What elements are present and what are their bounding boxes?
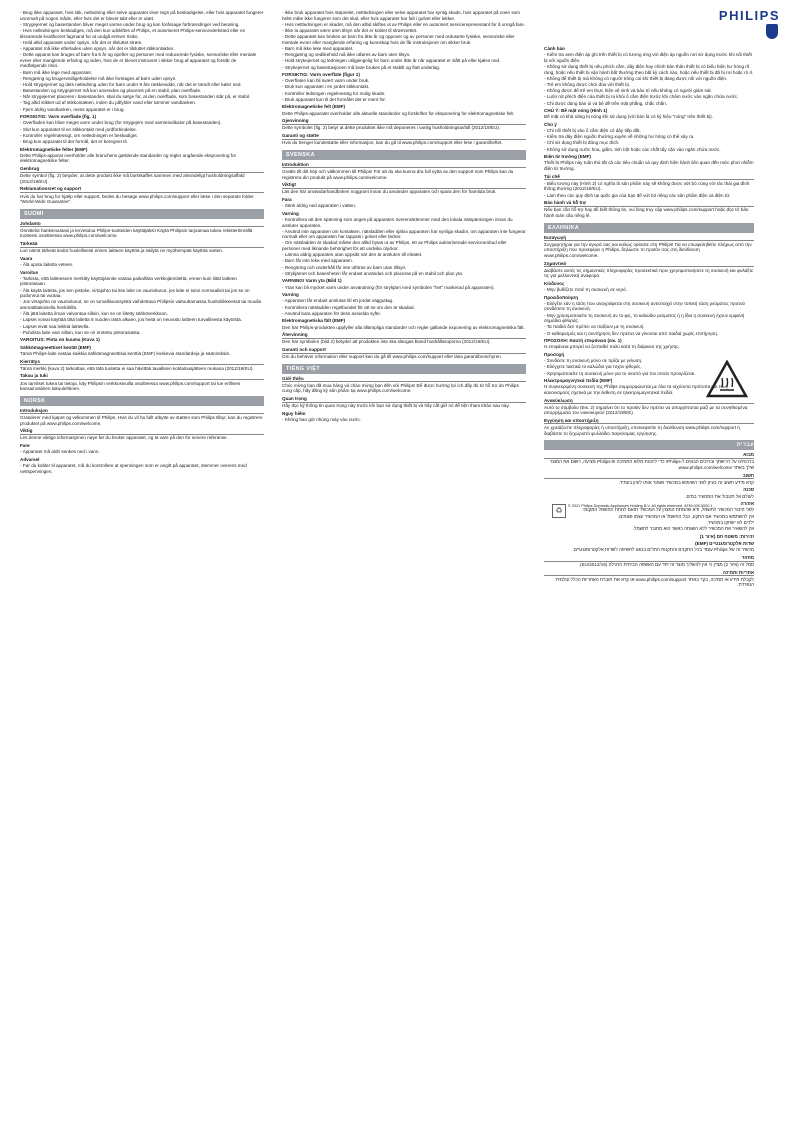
list-item: - Kontrollér regelmæssigt, om netledningen er beskadiget. (20, 133, 264, 139)
guarantee-heading: Garanti og støtte (282, 133, 526, 140)
important-heading: Viktigt (282, 182, 526, 189)
warning-heading: אזהרה (740, 501, 754, 507)
copyright-notice: © 2021 Philips Domestic Appliances Holding B.V. All rights reserved. 4239.000.0000.1 (568, 504, 713, 508)
danger-heading: Fara (282, 196, 292, 202)
important-text: Lue nämä tärkeät tiedot huolellisesti ennen laitteen käyttöä ja säilytä ne myöhempää käyttöä varten. (20, 248, 224, 254)
list-item: - Apparatet må ikke efterlades uden opsyn, når det er tilsluttet stikkontakten. (20, 46, 264, 52)
emf-text: Dette Philips-apparat overholder alle branchens gældende standarder og regler angående eksponering for elektromagnetiske felter. (20, 152, 237, 164)
important-heading: Quan trọng (282, 396, 526, 403)
list-item: - Dette apparat kan bruges af børn fra 8 år og opefter og personer med reducerede fysiske, sensoriske eller mentale evner eller manglende erfaring og viden, hvis de er blevet instrueret i sikker brug af apparatet og forstår de medfølgende risici. (20, 52, 264, 69)
intro-heading: מבוא (544, 452, 754, 459)
guarantee-heading: Takuu ja tuki (20, 373, 264, 380)
list-item: - Kontroller ledningen regelmessig for mulig skade. (282, 91, 526, 97)
guarantee-heading: Reklamationsret og support (20, 186, 264, 193)
list-item: - Sänk aldrig ned apparaten i vatten. (282, 203, 526, 209)
danger-heading: Fare (20, 443, 30, 448)
env-heading: מחזור (544, 555, 754, 562)
emf-heading: Elektromagnetiske felt (EMF) (282, 104, 346, 110)
list-item: - Om nätsladden är skadad måste den alltid bytas ut av Philips, ett av Philips auktoriserade serviceombud eller personer med liknande behörighet för att undvika olyckor. (282, 240, 526, 251)
list-item: - Kontrollera att den spänning som anges på apparaten överensstämmer med den lokala nätspänningen innan du ansluter apparaten. (282, 217, 526, 228)
caution-heading: זהירות: משטח חם (איור 1) (699, 533, 754, 539)
emf-text: מכשיר זה של Philips עומד בכל התקנים והתקנות החלים בנוגע לחשיפה לשדות אלקטרומגנטיים. (572, 547, 754, 553)
list-item: - Chỉ nối thiết bị vào ổ cắm điện có dây tiếp đất. (544, 128, 754, 134)
list-item: - Ikke bruk apparatet hvis støpselet, nettledningen eller selve apparatet har synlig skade, hvis apparatet på noen som helst måte ikke fungerer som det skal, eller hvis apparatet har falt i gulvet eller lekker. (282, 10, 526, 21)
env-heading: Återvinning (282, 332, 526, 339)
guarantee-heading: Εγγύηση και υποστήριξη (544, 418, 754, 425)
intro-text: ברכותינו על רכישתך וברוכים הבאים ל-Philips! כדי ליהנות מלוא התמיכה ש-Philips מציעה, רשום את המוצר שלך באתר www.philips.com/welcome. (549, 459, 754, 471)
list-item: - Strykjärnet och basenheten får endast användas och placeras på en stabil och plan yta. (282, 271, 526, 277)
env-text: Dette symbolet (fig. 2) betyr at dette produktet ikke må deponeres i vanlig husholdningsavfall (2012/19/EU). (282, 125, 501, 131)
env-heading: Gjenvinning (282, 118, 526, 125)
list-item: אין להשאיר את המכשיר ללא השגחה כאשר הוא מחובר לחשמל. (632, 525, 754, 531)
guarantee-text: Hvis du trenger kundestøtte eller informasjon, kan du gå til www.philips.com/support eller lese i garantiheftet. (282, 140, 503, 146)
caution-heading: FORSIKTIG: Varm overflate (figur 1) (282, 72, 360, 78)
list-item: - Apparatet må aldri senkes ned i vann. (20, 449, 264, 455)
list-item: - Không bao giờ nhúng máy vào nước. (282, 417, 526, 423)
emf-text: Thiết bị Philips này tuân thủ tất cả các tiêu chuẩn và quy định hiện hành liên quan đến mức phơi nhiễm điện từ trường. (544, 160, 754, 171)
caution-text: Η επιφάνεια μπορεί να ζεσταθεί πολύ κατά τη διάρκεια της χρήσης. (544, 344, 680, 350)
brand-wordmark: PHILIPS (718, 8, 780, 23)
philips-shield-icon (766, 24, 778, 39)
column-1 (20, 10, 264, 1110)
list-item: - Slut kun apparatet til en stikkontakt med jordforbindelse. (20, 127, 264, 133)
language-bar-norsk: NORSK (20, 396, 264, 406)
note-heading: Varning (282, 292, 299, 298)
danger-heading: סכנה (743, 487, 754, 493)
warning-heading: Advarsel (20, 456, 40, 462)
guarantee-heading: Bảo hành và hỗ trợ (544, 200, 754, 207)
guarantee-text: לקבלת מידע או תמיכה, בקר באתר www.philips.com/support או קרא את חוברת האחריות הכלל עולמית הנפרדת. (555, 576, 754, 588)
list-item: - Không sử dụng nước hoa, giấm, tinh bột hoặc các chất tẩy cặn vào ngăn chứa nước. (544, 147, 754, 153)
list-item: - Μην βυθίζετε ποτέ τη συσκευή σε νερό. (544, 287, 754, 293)
env-text: Den här symbolen (bild 2) betyder att produkten inte ska slängas bland hushållssoporna (2012/19/EU). (282, 339, 491, 345)
intro-text: Grattis till ditt köp och välkommen till Philips! För att du ska kunna dra full nytta av den support som Philips kan du registrera din produkt på www.philips.com/welcome. (282, 168, 514, 180)
intro-text: Onnittelut hankinnastasi ja tervetuloa Philips-tuotteiden käyttäjäksi! Käytä Philipsin tarjoamaa tukea rekisteröimällä tuotteesi osoitteessa www.philips.com/welcome. (20, 227, 253, 239)
list-item: - Lämna aldrig apparaten utan uppsikt när den är ansluten till elnätet. (282, 252, 526, 258)
important-heading: חשוב (544, 473, 754, 480)
list-item: - Overflaten kan bli svært varm under bruk. (282, 78, 526, 84)
list-item: - Τα παιδιά δεν πρέπει να παίζουν με τη συσκευή. (544, 324, 754, 330)
guarantee-heading: Garanti och support (282, 347, 526, 354)
caution-heading: VARNING! Varm yta (Bild 1) (282, 278, 342, 284)
list-item: - Rengøring og brugervedligeholdelse må ikke foretages af børn uden opsyn. (20, 76, 264, 82)
list-item: - Apparaten får endast anslutas till ett jordat vägguttag. (282, 298, 526, 304)
caution-heading: CHÚ Ý: Bề mặt nóng (Hình 1) (544, 108, 608, 114)
emf-text: Tämä Philips-laite vastaa kaikkia sähkömagneettisia kenttiä (EMF) koskevia standardeja ja säännöksiä. (20, 351, 231, 357)
list-item: - Kontrollera nätsladden regelbundet för att se om den är skadad. (282, 305, 526, 311)
important-heading: Σημαντικό (544, 261, 754, 268)
caution-heading: ΠΡΟΣΟΧΗ: Καυτή επιφάνεια (εικ. 1) (544, 338, 622, 344)
guarantee-text: Αν χρειάζεστε πληροφορίες ή υποστήριξη, επισκεφτείτε τη διεύθυνση www.philips.com/support ή διαβάστε το ξεχωριστό φυλλάδιο παγκόσμιας εγγύησης. (544, 425, 740, 436)
list-item: - Luôn rút phích điện của thiết bị ra khỏi ổ cắm điện trước khi châm nước vào ngăn chứa nước. (544, 94, 754, 100)
warning-heading: Varning (282, 210, 299, 216)
list-item: - Når strygejernet placeres i basestanden, skal du sørge for, at den overflade, som basestanden står på, er stabil. (20, 94, 264, 100)
env-heading: Genbrug (20, 166, 264, 173)
danger-heading: Nguy hiểm (282, 410, 306, 416)
env-heading: Ανακύκλωση (544, 398, 754, 405)
danish-intro-list (20, 10, 264, 112)
list-item: - Basestanden og strygejernet må kun anvendes og placeres på en stabil, plan overflade. (20, 88, 264, 94)
list-item: - Puhdista laite vain silloin, kun se on irrotettu pistorasiasta. (20, 330, 264, 336)
list-item: - Συνδέετε τη συσκευή μόνο σε πρίζα με γείωση. (544, 358, 754, 364)
intro-heading: Introduktion (282, 162, 526, 169)
list-item: אין להשתמש במכשיר אם התקע, כבל החשמל או המכשיר עצמו פגומים. (617, 513, 754, 519)
danger-heading: Vaara (20, 255, 33, 261)
list-item: - Ο καθαρισμός και η συντήρηση δεν πρέπει να γίνονται από παιδιά χωρίς επιτήρηση. (544, 331, 754, 337)
list-item: - Jos virtajohto on vaurioitunut, se on turvallisuussyistä vaihdettava Philipsin valtuuttamassa huoltoliikkeessä tai muulla ammattitaitoisella henkilöllä. (20, 299, 264, 310)
list-item: - Kiểm tra xem điện áp ghi trên thiết bị có tương ứng với điện áp nguồn nơi sử dụng trước khi nối thiết bị với nguồn điện. (544, 52, 754, 63)
important-text: קרא מידע חשוב זה בעיון לפני השימוש במכשיר ושמור אותו לעיון בעתיד. (618, 479, 754, 485)
list-item: - Ελέγξτε εάν η τάση που αναγράφεται στη συσκευή αντιστοιχεί στην τοπική τάση ρεύματος προτού συνδέσετε τη συσκευή. (544, 301, 754, 312)
list-item: - Không để thiết bị mà không có người trông coi khi thiết bị đang được nối với nguồn điện. (544, 76, 754, 82)
column-3 (544, 44, 754, 1144)
list-item: - Ελέγχετε τακτικά το καλώδιο για τυχόν φθορές. (544, 364, 754, 370)
list-item: ילדים לא ישחקו במכשיר. (706, 519, 754, 525)
list-item: - Barn får inte leka med apparaten. (282, 258, 526, 264)
list-item: - Strygejernet og basestanden bliver meget varme under brug og kan forårsage forbrændinger ved berøring. (20, 22, 264, 28)
intro-heading: Johdanto (20, 221, 264, 228)
list-item: - Chỉ sử dụng thiết bị đúng mục đích. (544, 140, 754, 146)
list-item: - Hvis netledningen beskadiges, må den kun udskiftes af Philips, et autoriseret Philips-serviceværksted eller en tilsvarende kvalificeret fagmand for at undgå enhver risiko. (20, 28, 264, 39)
list-item: - Før du kobler til apparatet, må du kontrollere at spenningen som er angitt på apparatet, stemmer overens med nettspenningen. (20, 463, 264, 474)
emf-heading: Ηλεκτρομαγνητικά πεδία (EMF) (544, 378, 613, 384)
list-item: - Μην χρησιμοποιείτε τη συσκευή αν το φις, το καλώδιο ρεύματος ή η ίδια η συσκευή έχουν εμφανή σημάδια φθοράς. (544, 313, 754, 324)
list-item: - Brug kun apparatet til det formål, det er beregnet til. (20, 139, 264, 145)
list-item: - Χρησιμοποιείτε τη συσκευή μόνο για το σκοπό για τον οποίο προορίζεται. (544, 371, 754, 377)
guarantee-text: Hvis du har brug for hjælp eller support, bedes du besøge www.philips.com/support eller læse i den separate folder "World-Wide Guarantee". (20, 193, 254, 205)
important-text: Läs den här användarhandboken noggrant innan du använder apparaten och spara den för framtida bruk. (282, 189, 497, 195)
guarantee-text: Om du behöver information eller support kan du gå till www.philips.com/support eller läsa garantibroschyren. (282, 354, 503, 360)
list-item: לעולם אל תטבול את המכשיר במים. (685, 493, 754, 499)
important-text: Hãy đọc kỹ thông tin quan trọng này trước khi bạn sử dụng thiết bị và hãy cất giữ nó để tiện tham khảo sau này. (282, 403, 510, 409)
list-item: - Hold altid apparatet under opsyn, når det er tilsluttet strøm. (20, 40, 264, 46)
language-bar-hebrew: עברית (544, 440, 754, 450)
emf-heading: Điện từ trường (EMF) (544, 154, 591, 160)
list-item: - Không sử dụng thiết bị nếu phích cắm, dây điện hay chính bản thân thiết bị có biểu hiện hư hỏng rõ ràng, hoặc nếu thiết bị vận hành bất thường theo bất kỳ cách nào, hoặc nếu thiết bị đã bị rơi hoặc rò rỉ. (544, 64, 754, 75)
guarantee-text: Nếu bạn cần hỗ trợ hay để biết thông tin, vui lòng truy cập www.philips.com/support hoặc đọc tờ bảo hành toàn cầu riêng lẻ. (544, 207, 749, 218)
emf-text: Η συγκεκριμένη συσκευή της Philips συμμορφώνεται με όλα τα ισχύοντα πρότυπα και τους κανονισμούς σχετικά με την έκθεση σε ηλεκτρομαγνητικά πεδία. (544, 384, 728, 395)
warning-heading: Varoitus (20, 269, 39, 275)
list-item: - Hvis nettledningen er skadet, må den alltid skiftes ut av Philips eller en autorisert servicerepresentant for å unngå fare. (282, 22, 526, 28)
list-item: - Chỉ được dùng bàn ủi và bệ đế trên mặt phẳng, chắc chắn. (544, 101, 754, 107)
caution-text: Bề mặt có khả năng bị nóng khi sử dụng (với bàn là có ký hiệu "nóng" trên thiết bị). (544, 114, 713, 120)
list-item: - Älä käytä laitetta, jos sen pistoke, virtajohto tai itse laite on vaurioitunut, jos laite ei toimi normaalisti tai jos se on pudonnut tai vuotaa. (20, 288, 264, 299)
language-bar-suomi: SUOMI (20, 209, 264, 219)
recycle-icon: ♻ (552, 504, 566, 518)
intro-heading: Giới thiệu (282, 376, 526, 383)
list-item: - Brug ikke apparatet, hvis stik, netledning eller selve apparatet viser tegn på beskadigelse, eller hvis apparatet fungerer unormalt på nogen måde, eller hvis det er blevet tabt eller er utæt. (20, 10, 264, 21)
emf-heading: Elektromagnetiske felter (EMF) (20, 146, 88, 152)
language-bar-vietnamese: TIẾNG VIỆT (282, 364, 526, 374)
emf-heading: שדות אלקטרומגנטיים (EMF) (695, 541, 754, 547)
warning-heading: Cảnh báo (544, 46, 565, 51)
env-heading: Kierrätys (20, 359, 264, 366)
list-item: - Tarkista, että laitteeseen merkitty käyttöjännite vastaa paikallista verkkojännitettä, ennen kuin liität laitteen pistorasiaan. (20, 276, 264, 287)
note-heading: Chú ý (544, 121, 557, 127)
important-text: Διαβάστε αυτές τις σημαντικές πληροφορίες προσεκτικά πριν χρησιμοποιήσετε τη συσκευή και φυλάξτε τις για μελλοντική αναφορά. (544, 267, 754, 279)
list-item: - Overfladen kan blive meget varm under brug (for strygejern med varmeindikator på basestanden). (20, 120, 264, 126)
list-item: לפני חיבור המכשיר לחשמל, ודא שהמתח המצוין על המכשיר תואם למתח החשמל המקומי. (581, 507, 754, 513)
list-item: - Bruk kun apparatet i en jordet stikkontakt. (282, 84, 526, 90)
language-bar-greek: ΕΛΛΗΝΙΚΑ (544, 223, 754, 233)
list-item: - Rengöring och underhåll får inte utföras av barn utan tillsyn. (282, 265, 526, 271)
list-item: - Fjern aldrig vandtanken, mens apparatet er i brug. (20, 107, 264, 113)
env-text: Dette symbol (fig. 2) betyder, at dette produkt ikke må bortskaffes sammen med almindeligt husholdningsaffald (2012/19/EU). (20, 173, 245, 184)
hebrew-section (544, 440, 754, 588)
env-text: Αυτό το σύμβολο (Εικ. 2) σημαίνει ότι το προϊόν δεν πρέπει να απορρίπτεται μαζί με τα συνηθισμένα απορρίμματα του νοικοκυριού (2012/19/ΕΕ). (544, 404, 748, 416)
list-item: - Lapset eivät saa leikkiä laitteella. (20, 324, 264, 330)
hot-surface-warning-icon (706, 360, 748, 398)
list-item: - Hold strykejernet og ledningen utilgjengelig for barn under åtte år når apparatet er slått på eller kjøles ned. (282, 58, 526, 64)
list-item: - Trẻ em không được chơi đùa với thiết bị. (544, 82, 754, 88)
intro-text: Gratulerer med kjøpet og velkommen til Philips. Hvis du vil ha fullt utbytte av støtten som Philips tilbyr, kan du registrere produktet på www.philips.com/welcome. (20, 415, 263, 426)
list-item: - Không được để trẻ em thực hiện vệ sinh và bảo trì nếu không có người giám sát. (544, 88, 754, 94)
list-item: - Làm theo các quy định tại quốc gia của bạn để vứt bỏ riêng các sản phẩm điện và điện tử. (544, 193, 754, 199)
intro-heading: Introduksjon (20, 408, 264, 415)
emf-text: Dette Philips-apparatet overholder alle aktuelle standarder og forskrifter for eksponering for elektromagnetiske felt. (282, 110, 515, 116)
list-item: - Hold strygejernet og dets netledning uden for børn under 8 års rækkevidde, når det er tændt eller køler ned. (20, 82, 264, 88)
list-item: - Rengjøring og vedlikehold må ikke utføres av barn uten tilsyn. (282, 52, 526, 58)
list-item: - Dette apparatet kan brukes av barn fra åtte år og oppover og av personer med reduserte fysiske, sensoriske eller mentale evner eller manglende erfaring og kunnskap hvis de får instruksjoner om sikker bruk. (282, 34, 526, 45)
list-item: - Använd inte apparaten om kontakten, nätsladden eller själva apparaten har synliga skador, om apparaten inte fungerar normalt eller om apparaten har tappats i golvet eller läcker. (282, 229, 526, 240)
emf-text: Den här Philips-produkten uppfyller alla tillämpliga standarder och regler gällande exponering av elektromagnetiska fält. (282, 324, 525, 330)
important-heading: Viktig (20, 428, 264, 435)
list-item: - Tag altid stikket ud af stikkontakten, inden du påfylder vand eller tømmer vandtanken. (20, 100, 264, 106)
list-item: - Ikke la apparatet være uten tilsyn når det er koblet til strømnettet. (282, 28, 526, 34)
list-item: - Ytan kan bli mycket varm under användning (för strykjärn med symbolen "het" markerad på apparaten). (282, 285, 526, 291)
list-item: - Kiểm tra dây điện nguồn thường xuyên về những hư hỏng có thể xảy ra. (544, 134, 754, 140)
guarantee-text: Jos tarvitset tukea tai tietoja, käy Philipsin verkkosivuilla osoitteessa www.philips.com/support tai lue erillinen kansainvälinen takuulehtinen. (20, 380, 241, 392)
note-heading: Προσοχή (544, 351, 565, 357)
list-item: - Bruk apparatet kun til det formålet det er ment for. (282, 97, 526, 103)
list-item: - Strykejernet og basestasjonen må bare brukes på et stabilt og flatt underlag. (282, 65, 526, 71)
intro-heading: Εισαγωγή (544, 235, 754, 242)
language-bar-svenska: SVENSKA (282, 150, 526, 160)
caution-heading: VAROITUS: Pinta on kuuma (Kuva 1) (20, 337, 100, 343)
list-item: - Børn må ikke lege med apparatet. (20, 70, 264, 76)
list-item: - Älä jätä laitetta ilman valvontaa silloin, kun se on liitetty sähköverkkoon. (20, 311, 264, 317)
env-text: סמל זה (איור 2) מציין כי אין להשליך מוצר זה יחד עם האשפה הביתית הרגילה (2012/19/EU). (578, 562, 754, 568)
warning-heading: Προειδοποίηση (544, 294, 579, 300)
guarantee-heading: אחריות ותמיכה (544, 570, 754, 577)
env-heading: Tái chế (544, 174, 754, 181)
important-text: Les denne viktige informasjonen nøye før du bruker apparatet, og ta vare på den for senere referanse. (20, 435, 228, 441)
list-item: - Biểu tượng này (Hình 2) có nghĩa là sản phẩm này sẽ không được vứt bỏ cùng với rác thải gia đình thông thường (2012/19/EU). (544, 181, 754, 192)
intro-text: Συγχαρητήρια για την αγορά σας και καλώς ορίσατε στη Philips! Για να επωφεληθείτε πλήρως από την υποστήριξη που προσφέρει η Philips, δηλώστε το προϊόν σας στη διεύθυνση www.philips.com/welcome. (544, 241, 752, 258)
list-item: - Lapset voivat käyttää tätä laitetta 8 vuoden iästä alkaen, jos heitä on neuvottu laitteen turvallisesta käytöstä. (20, 317, 264, 323)
important-heading: Tärkeää (20, 241, 264, 248)
intro-text: Chúc mừng bạn đã mua hàng và chào mừng bạn đến với Philips! Để được hưởng lợi ích đầy đủ từ hỗ trợ do Philips cung cấp, hãy đăng ký sản phẩm tại www.philips.com/welcome. (282, 382, 519, 394)
caution-heading: FORSIGTIG: Varm overflade (fig. 1) (20, 114, 97, 120)
list-item: - Älä upota laitetta veteen. (20, 262, 264, 268)
danger-heading: Κίνδυνος (544, 280, 565, 286)
list-item: - Använd bara apparaten för dess avsedda syfte. (282, 311, 526, 317)
column-2 (282, 10, 526, 1110)
emf-heading: Elektromagnetiska fält (EMF) (282, 318, 346, 324)
env-text: Tämä merkki (kuva 2) tarkoittaa, että tätä tuotetta ei saa hävittää tavallisen kotitalousjätteen mukana (2012/19/EU). (20, 365, 254, 371)
list-item: - Barn må ikke leke med apparatet. (282, 46, 526, 52)
emf-heading: Sähkömagneettiset kentät (EMF) (20, 344, 91, 350)
